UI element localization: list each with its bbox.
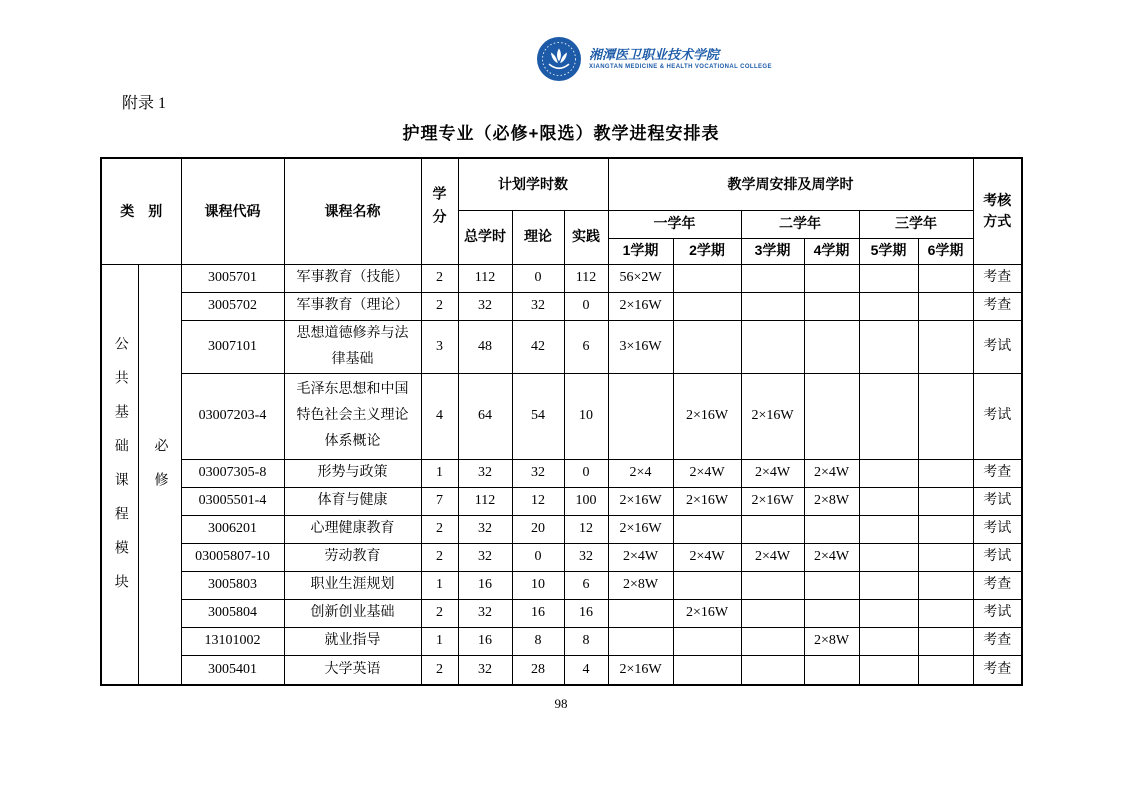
semester-1-cell xyxy=(608,599,673,627)
semester-5-cell xyxy=(859,543,918,571)
semester-1-cell: 2×16W xyxy=(608,515,673,543)
total-hours-cell: 112 xyxy=(458,487,512,515)
assessment-cell: 考查 xyxy=(973,571,1022,599)
course-name-cell: 大学英语 xyxy=(284,655,421,685)
theory-hours-cell: 0 xyxy=(512,264,564,292)
course-name-cell: 军事教育（理论） xyxy=(284,292,421,320)
course-name-cell: 体育与健康 xyxy=(284,487,421,515)
course-code-cell: 3005401 xyxy=(181,655,284,685)
semester-3-cell xyxy=(741,515,804,543)
credits-cell: 2 xyxy=(421,599,458,627)
total-hours-cell: 32 xyxy=(458,459,512,487)
semester-1-cell: 3×16W xyxy=(608,320,673,373)
college-name-block xyxy=(589,47,772,71)
practice-hours-cell: 4 xyxy=(564,655,608,685)
semester-4-cell xyxy=(804,373,859,459)
header-theory: 理论 xyxy=(512,210,564,264)
credits-cell: 2 xyxy=(421,515,458,543)
theory-hours-cell: 16 xyxy=(512,599,564,627)
semester-1-cell: 2×4 xyxy=(608,459,673,487)
theory-hours-cell: 42 xyxy=(512,320,564,373)
header-semester-1: 1学期 xyxy=(608,238,673,264)
table-row xyxy=(101,292,1022,320)
assessment-cell: 考试 xyxy=(973,543,1022,571)
semester-6-cell xyxy=(918,571,973,599)
course-code-cell: 3005804 xyxy=(181,599,284,627)
course-name-cell: 劳动教育 xyxy=(284,543,421,571)
semester-6-cell xyxy=(918,599,973,627)
semester-1-cell: 2×8W xyxy=(608,571,673,599)
credits-cell: 2 xyxy=(421,655,458,685)
assessment-cell: 考查 xyxy=(973,264,1022,292)
course-name-cell: 军事教育（技能） xyxy=(284,264,421,292)
semester-2-cell: 2×16W xyxy=(673,487,741,515)
table-row xyxy=(101,373,1022,459)
semester-2-cell xyxy=(673,655,741,685)
header-credits: 学分 xyxy=(421,158,458,264)
semester-5-cell xyxy=(859,292,918,320)
total-hours-cell: 64 xyxy=(458,373,512,459)
total-hours-cell: 32 xyxy=(458,543,512,571)
theory-hours-cell: 12 xyxy=(512,487,564,515)
table-row xyxy=(101,655,1022,685)
semester-5-cell xyxy=(859,515,918,543)
semester-5-cell xyxy=(859,599,918,627)
semester-5-cell xyxy=(859,571,918,599)
semester-4-cell: 2×4W xyxy=(804,459,859,487)
semester-4-cell: 2×8W xyxy=(804,627,859,655)
semester-3-cell: 2×16W xyxy=(741,487,804,515)
header-course-code: 课程代码 xyxy=(181,158,284,264)
table-row xyxy=(101,543,1022,571)
semester-4-cell: 2×4W xyxy=(804,543,859,571)
course-code-cell: 03007305-8 xyxy=(181,459,284,487)
credits-cell: 4 xyxy=(421,373,458,459)
semester-5-cell xyxy=(859,655,918,685)
header-practice: 实践 xyxy=(564,210,608,264)
semester-1-cell: 2×4W xyxy=(608,543,673,571)
course-code-cell: 3005803 xyxy=(181,571,284,599)
semester-4-cell: 2×8W xyxy=(804,487,859,515)
semester-1-cell: 2×16W xyxy=(608,487,673,515)
total-hours-cell: 48 xyxy=(458,320,512,373)
semester-3-cell xyxy=(741,320,804,373)
header-assessment: 考核方式 xyxy=(973,158,1022,264)
course-name-cell: 思想道德修养与法律基础 xyxy=(284,320,421,373)
semester-3-cell: 2×16W xyxy=(741,373,804,459)
semester-5-cell xyxy=(859,487,918,515)
page-number: 98 xyxy=(554,696,568,711)
semester-6-cell xyxy=(918,543,973,571)
semester-4-cell xyxy=(804,292,859,320)
semester-2-cell xyxy=(673,515,741,543)
course-code-cell: 03005807-10 xyxy=(181,543,284,571)
semester-5-cell xyxy=(859,320,918,373)
semester-2-cell: 2×4W xyxy=(673,543,741,571)
course-name-cell: 就业指导 xyxy=(284,627,421,655)
semester-3-cell: 2×4W xyxy=(741,543,804,571)
table-row xyxy=(101,627,1022,655)
category-module-cell: 公共基础课程模块 xyxy=(101,264,138,685)
assessment-cell: 考试 xyxy=(973,373,1022,459)
practice-hours-cell: 12 xyxy=(564,515,608,543)
practice-hours-cell: 112 xyxy=(564,264,608,292)
theory-hours-cell: 54 xyxy=(512,373,564,459)
semester-2-cell xyxy=(673,292,741,320)
semester-2-cell xyxy=(673,264,741,292)
header-course-name: 课程名称 xyxy=(284,158,421,264)
theory-hours-cell: 10 xyxy=(512,571,564,599)
total-hours-cell: 16 xyxy=(458,627,512,655)
header-year-2: 二学年 xyxy=(741,210,859,238)
semester-6-cell xyxy=(918,292,973,320)
header-year-3: 三学年 xyxy=(859,210,973,238)
course-name-cell: 毛泽东思想和中国特色社会主义理论体系概论 xyxy=(284,373,421,459)
semester-2-cell: 2×4W xyxy=(673,459,741,487)
semester-2-cell xyxy=(673,320,741,373)
practice-hours-cell: 10 xyxy=(564,373,608,459)
semester-3-cell xyxy=(741,571,804,599)
semester-6-cell xyxy=(918,373,973,459)
credits-cell: 3 xyxy=(421,320,458,373)
theory-hours-cell: 32 xyxy=(512,459,564,487)
header-weekly-schedule: 教学周安排及周学时 xyxy=(608,158,973,210)
semester-6-cell xyxy=(918,487,973,515)
credits-cell: 2 xyxy=(421,543,458,571)
semester-4-cell xyxy=(804,264,859,292)
practice-hours-cell: 6 xyxy=(564,571,608,599)
theory-hours-cell: 20 xyxy=(512,515,564,543)
semester-3-cell xyxy=(741,264,804,292)
credits-cell: 7 xyxy=(421,487,458,515)
course-code-cell: 13101002 xyxy=(181,627,284,655)
course-name-cell: 职业生涯规划 xyxy=(284,571,421,599)
course-code-cell: 3007101 xyxy=(181,320,284,373)
semester-1-cell: 56×2W xyxy=(608,264,673,292)
assessment-cell: 考试 xyxy=(973,599,1022,627)
semester-6-cell xyxy=(918,627,973,655)
table-row xyxy=(101,515,1022,543)
assessment-cell: 考查 xyxy=(973,655,1022,685)
semester-5-cell xyxy=(859,459,918,487)
appendix-label: 附录 1 xyxy=(122,95,167,112)
semester-5-cell xyxy=(859,264,918,292)
semester-3-cell: 2×4W xyxy=(741,459,804,487)
page-title: 护理专业（必修+限选）教学进程安排表 xyxy=(402,124,720,143)
theory-hours-cell: 28 xyxy=(512,655,564,685)
semester-4-cell xyxy=(804,599,859,627)
table-row xyxy=(101,320,1022,373)
header-category: 类 别 xyxy=(101,158,181,264)
practice-hours-cell: 16 xyxy=(564,599,608,627)
semester-4-cell xyxy=(804,515,859,543)
header-semester-5: 5学期 xyxy=(859,238,918,264)
semester-3-cell xyxy=(741,599,804,627)
theory-hours-cell: 8 xyxy=(512,627,564,655)
practice-hours-cell: 0 xyxy=(564,459,608,487)
semester-2-cell xyxy=(673,627,741,655)
course-name-cell: 心理健康教育 xyxy=(284,515,421,543)
semester-2-cell: 2×16W xyxy=(673,373,741,459)
practice-hours-cell: 32 xyxy=(564,543,608,571)
assessment-cell: 考查 xyxy=(973,627,1022,655)
semester-5-cell xyxy=(859,373,918,459)
assessment-cell: 考试 xyxy=(973,487,1022,515)
assessment-cell: 考查 xyxy=(973,292,1022,320)
semester-6-cell xyxy=(918,320,973,373)
practice-hours-cell: 6 xyxy=(564,320,608,373)
college-emblem-icon xyxy=(536,36,582,82)
semester-6-cell xyxy=(918,515,973,543)
theory-hours-cell: 0 xyxy=(512,543,564,571)
theory-hours-cell: 32 xyxy=(512,292,564,320)
header-total-hours: 总学时 xyxy=(458,210,512,264)
table-row xyxy=(101,571,1022,599)
course-name-cell: 创新创业基础 xyxy=(284,599,421,627)
semester-3-cell xyxy=(741,627,804,655)
header-year-1: 一学年 xyxy=(608,210,741,238)
semester-2-cell: 2×16W xyxy=(673,599,741,627)
assessment-cell: 考试 xyxy=(973,320,1022,373)
course-name-cell: 形势与政策 xyxy=(284,459,421,487)
total-hours-cell: 32 xyxy=(458,599,512,627)
semester-6-cell xyxy=(918,655,973,685)
semester-1-cell xyxy=(608,627,673,655)
course-code-cell: 3006201 xyxy=(181,515,284,543)
semester-4-cell xyxy=(804,571,859,599)
table-row xyxy=(101,264,1022,292)
total-hours-cell: 32 xyxy=(458,292,512,320)
header-planned-hours: 计划学时数 xyxy=(458,158,608,210)
course-code-cell: 3005701 xyxy=(181,264,284,292)
semester-6-cell xyxy=(918,459,973,487)
total-hours-cell: 16 xyxy=(458,571,512,599)
header-semester-2: 2学期 xyxy=(673,238,741,264)
practice-hours-cell: 100 xyxy=(564,487,608,515)
college-name-english: XIANGTAN MEDICINE & HEALTH VOCATIONAL COLLEGE xyxy=(589,64,772,70)
credits-cell: 1 xyxy=(421,571,458,599)
assessment-cell: 考试 xyxy=(973,515,1022,543)
semester-3-cell xyxy=(741,655,804,685)
total-hours-cell: 32 xyxy=(458,515,512,543)
semester-6-cell xyxy=(918,264,973,292)
semester-4-cell xyxy=(804,655,859,685)
curriculum-table xyxy=(100,157,1023,686)
course-code-cell: 3005702 xyxy=(181,292,284,320)
semester-2-cell xyxy=(673,571,741,599)
total-hours-cell: 112 xyxy=(458,264,512,292)
semester-3-cell xyxy=(741,292,804,320)
header-semester-4: 4学期 xyxy=(804,238,859,264)
semester-1-cell: 2×16W xyxy=(608,292,673,320)
course-code-cell: 03007203-4 xyxy=(181,373,284,459)
header-semester-6: 6学期 xyxy=(918,238,973,264)
practice-hours-cell: 0 xyxy=(564,292,608,320)
table-row xyxy=(101,599,1022,627)
practice-hours-cell: 8 xyxy=(564,627,608,655)
semester-1-cell: 2×16W xyxy=(608,655,673,685)
assessment-cell: 考查 xyxy=(973,459,1022,487)
semester-1-cell xyxy=(608,373,673,459)
semester-5-cell xyxy=(859,627,918,655)
course-code-cell: 03005501-4 xyxy=(181,487,284,515)
category-type-cell: 必修 xyxy=(138,264,181,685)
table-row xyxy=(101,487,1022,515)
header-semester-3: 3学期 xyxy=(741,238,804,264)
total-hours-cell: 32 xyxy=(458,655,512,685)
credits-cell: 1 xyxy=(421,459,458,487)
credits-cell: 2 xyxy=(421,264,458,292)
credits-cell: 2 xyxy=(421,292,458,320)
college-name-chinese: 湘潭医卫职业技术学院 xyxy=(589,47,720,62)
credits-cell: 1 xyxy=(421,627,458,655)
table-row xyxy=(101,459,1022,487)
college-logo xyxy=(536,36,772,82)
semester-4-cell xyxy=(804,320,859,373)
